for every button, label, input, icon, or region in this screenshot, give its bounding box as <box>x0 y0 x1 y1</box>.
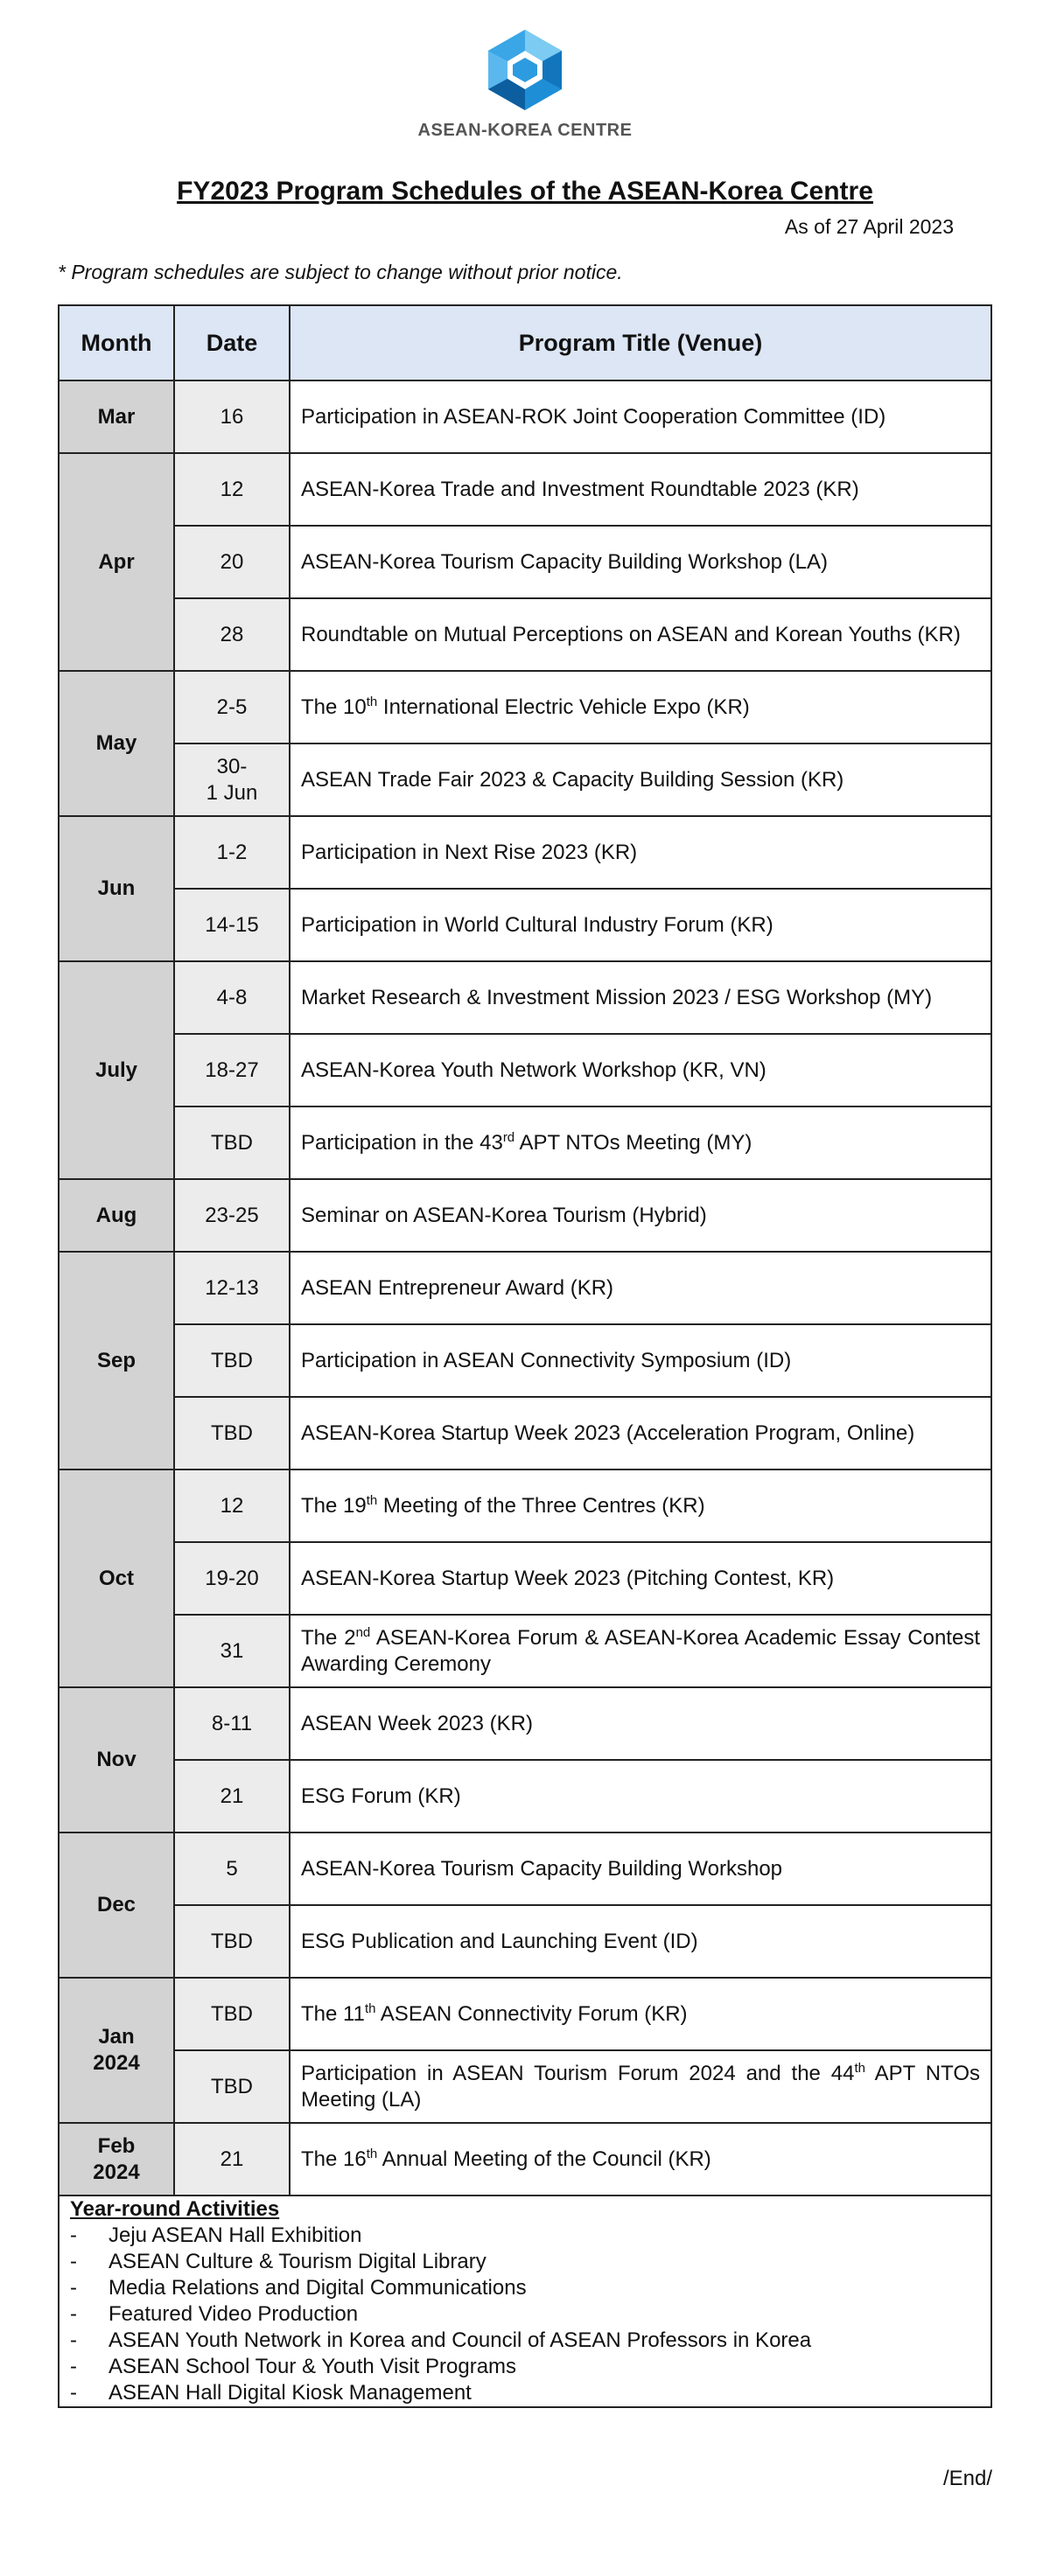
table-row <box>59 2050 991 2123</box>
table-row <box>59 961 991 1034</box>
month-cell-july: July <box>59 961 174 1179</box>
table-row <box>59 889 991 961</box>
list-item: - ASEAN Youth Network in Korea and Council of ASEAN Professors in Korea <box>70 2328 812 2352</box>
program-title-cell: The 16th Annual Meeting of the Council (KR) <box>290 2123 991 2196</box>
date-cell: 21 <box>174 1760 290 1833</box>
year-round-list <box>70 2223 980 2406</box>
month-cell-sep: Sep <box>59 1252 174 1470</box>
table-row <box>59 526 991 598</box>
program-title-cell: ASEAN-Korea Youth Network Workshop (KR, VN) <box>290 1034 991 1106</box>
date-cell: 5 <box>174 1833 290 1905</box>
date-cell: 16 <box>174 380 290 453</box>
program-title-cell: Participation in World Cultural Industry Forum (KR) <box>290 889 991 961</box>
table-row <box>59 1034 991 1106</box>
table-row <box>59 1760 991 1833</box>
program-title-cell: ASEAN-Korea Trade and Investment Roundtable 2023 (KR) <box>290 453 991 526</box>
date-column-header: Date <box>174 305 290 380</box>
logo <box>0 26 1050 141</box>
asean-korea-centre-logo-icon <box>481 26 569 114</box>
date-cell: 14-15 <box>174 889 290 961</box>
table-row <box>59 1252 991 1324</box>
table-row <box>59 1324 991 1397</box>
list-item: - ASEAN Culture & Tourism Digital Library <box>70 2250 486 2273</box>
date-cell: 2-5 <box>174 671 290 743</box>
logo-text: ASEAN-KOREA CENTRE <box>417 121 633 140</box>
table-row <box>59 2123 991 2196</box>
program-title-cell: Participation in ASEAN Connectivity Symposium (ID) <box>290 1324 991 1397</box>
program-title-cell: Roundtable on Mutual Perceptions on ASEAN and Korean Youths (KR) <box>290 598 991 671</box>
date-cell: TBD <box>174 1397 290 1470</box>
date-cell: 20 <box>174 526 290 598</box>
program-title-cell: Participation in ASEAN-ROK Joint Cooperation Committee (ID) <box>290 380 991 453</box>
table-row <box>59 1905 991 1978</box>
month-cell-dec: Dec <box>59 1833 174 1978</box>
month-cell-aug: Aug <box>59 1179 174 1252</box>
year-round-heading: Year-round Activities <box>70 2197 280 2221</box>
program-schedule-table <box>58 304 992 2408</box>
date-cell: TBD <box>174 1978 290 2050</box>
table-header-row <box>59 305 991 380</box>
year-round-row <box>59 2196 991 2407</box>
program-title-cell: ASEAN Week 2023 (KR) <box>290 1687 991 1760</box>
list-item: - ASEAN Hall Digital Kiosk Management <box>70 2381 472 2405</box>
program-title-cell: Participation in Next Rise 2023 (KR) <box>290 816 991 889</box>
table-row <box>59 1106 991 1179</box>
program-title-cell: ASEAN-Korea Startup Week 2023 (Acceleration Program, Online) <box>290 1397 991 1470</box>
date-cell: TBD <box>174 2050 290 2123</box>
date-cell: 12-13 <box>174 1252 290 1324</box>
month-cell-oct: Oct <box>59 1470 174 1687</box>
list-item: - Jeju ASEAN Hall Exhibition <box>70 2223 362 2247</box>
date-cell: 21 <box>174 2123 290 2196</box>
table-row <box>59 1615 991 1687</box>
table-row <box>59 1179 991 1252</box>
date-cell: 8-11 <box>174 1687 290 1760</box>
end-marker: /End/ <box>942 2467 992 2490</box>
program-title-cell: Market Research & Investment Mission 2023 / ESG Workshop (MY) <box>290 961 991 1034</box>
list-item: - Media Relations and Digital Communications <box>70 2276 527 2300</box>
date-cell: 12 <box>174 453 290 526</box>
as-of-date: As of 27 April 2023 <box>784 215 954 238</box>
list-item: - Featured Video Production <box>70 2302 359 2326</box>
date-cell: TBD <box>174 1106 290 1179</box>
month-cell-jun: Jun <box>59 816 174 961</box>
program-title-cell: ASEAN Trade Fair 2023 & Capacity Building Session (KR) <box>290 743 991 816</box>
program-title-cell: ASEAN-Korea Tourism Capacity Building Workshop (LA) <box>290 526 991 598</box>
table-row <box>59 816 991 889</box>
table-row <box>59 743 991 816</box>
month-cell-may: May <box>59 671 174 816</box>
list-item: - ASEAN School Tour & Youth Visit Programs <box>70 2355 517 2378</box>
month-cell-apr: Apr <box>59 453 174 671</box>
program-title-cell: The 11th ASEAN Connectivity Forum (KR) <box>290 1978 991 2050</box>
date-cell: 19-20 <box>174 1542 290 1615</box>
schedule-notice: * Program schedules are subject to change without prior notice. <box>58 261 623 283</box>
program-title-cell: ESG Forum (KR) <box>290 1760 991 1833</box>
program-title-cell: ESG Publication and Launching Event (ID) <box>290 1905 991 1978</box>
date-cell: 28 <box>174 598 290 671</box>
table-row <box>59 1978 991 2050</box>
date-cell: TBD <box>174 1905 290 1978</box>
date-cell: 30- 1 Jun <box>174 743 290 816</box>
table-row <box>59 598 991 671</box>
program-title-cell: The 10th International Electric Vehicle Expo (KR) <box>290 671 991 743</box>
program-title-cell: The 2nd ASEAN-Korea Forum & ASEAN-Korea Academic Essay Contest Awarding Ceremony <box>290 1615 991 1687</box>
program-title-cell: ASEAN-Korea Tourism Capacity Building Workshop <box>290 1833 991 1905</box>
table-row <box>59 1470 991 1542</box>
table-row <box>59 1833 991 1905</box>
program-title-cell: Participation in ASEAN Tourism Forum 2024 and the 44th APT NTOs Meeting (LA) <box>290 2050 991 2123</box>
title-column-header: Program Title (Venue) <box>290 305 991 380</box>
date-cell: 4-8 <box>174 961 290 1034</box>
program-title-cell: Seminar on ASEAN-Korea Tourism (Hybrid) <box>290 1179 991 1252</box>
date-cell: 12 <box>174 1470 290 1542</box>
month-cell-mar: Mar <box>59 380 174 453</box>
table-row <box>59 1687 991 1760</box>
month-column-header: Month <box>59 305 174 380</box>
year-round-activities <box>59 2196 991 2407</box>
program-title-cell: ASEAN-Korea Startup Week 2023 (Pitching Contest, KR) <box>290 1542 991 1615</box>
date-cell: 23-25 <box>174 1179 290 1252</box>
date-cell: TBD <box>174 1324 290 1397</box>
month-cell-feb-2024: Feb 2024 <box>59 2123 174 2196</box>
table-row <box>59 1397 991 1470</box>
month-cell-jan-2024: Jan 2024 <box>59 1978 174 2123</box>
month-cell-nov: Nov <box>59 1687 174 1833</box>
date-cell: 31 <box>174 1615 290 1687</box>
table-row <box>59 453 991 526</box>
date-cell: 1-2 <box>174 816 290 889</box>
program-title-cell: The 19th Meeting of the Three Centres (KR) <box>290 1470 991 1542</box>
program-title-cell: ASEAN Entrepreneur Award (KR) <box>290 1252 991 1324</box>
table-row <box>59 380 991 453</box>
table-row <box>59 1542 991 1615</box>
program-title-cell: Participation in the 43rd APT NTOs Meeting (MY) <box>290 1106 991 1179</box>
document-title: FY2023 Program Schedules of the ASEAN-Korea Centre <box>177 177 873 206</box>
date-cell: 18-27 <box>174 1034 290 1106</box>
table-row <box>59 671 991 743</box>
